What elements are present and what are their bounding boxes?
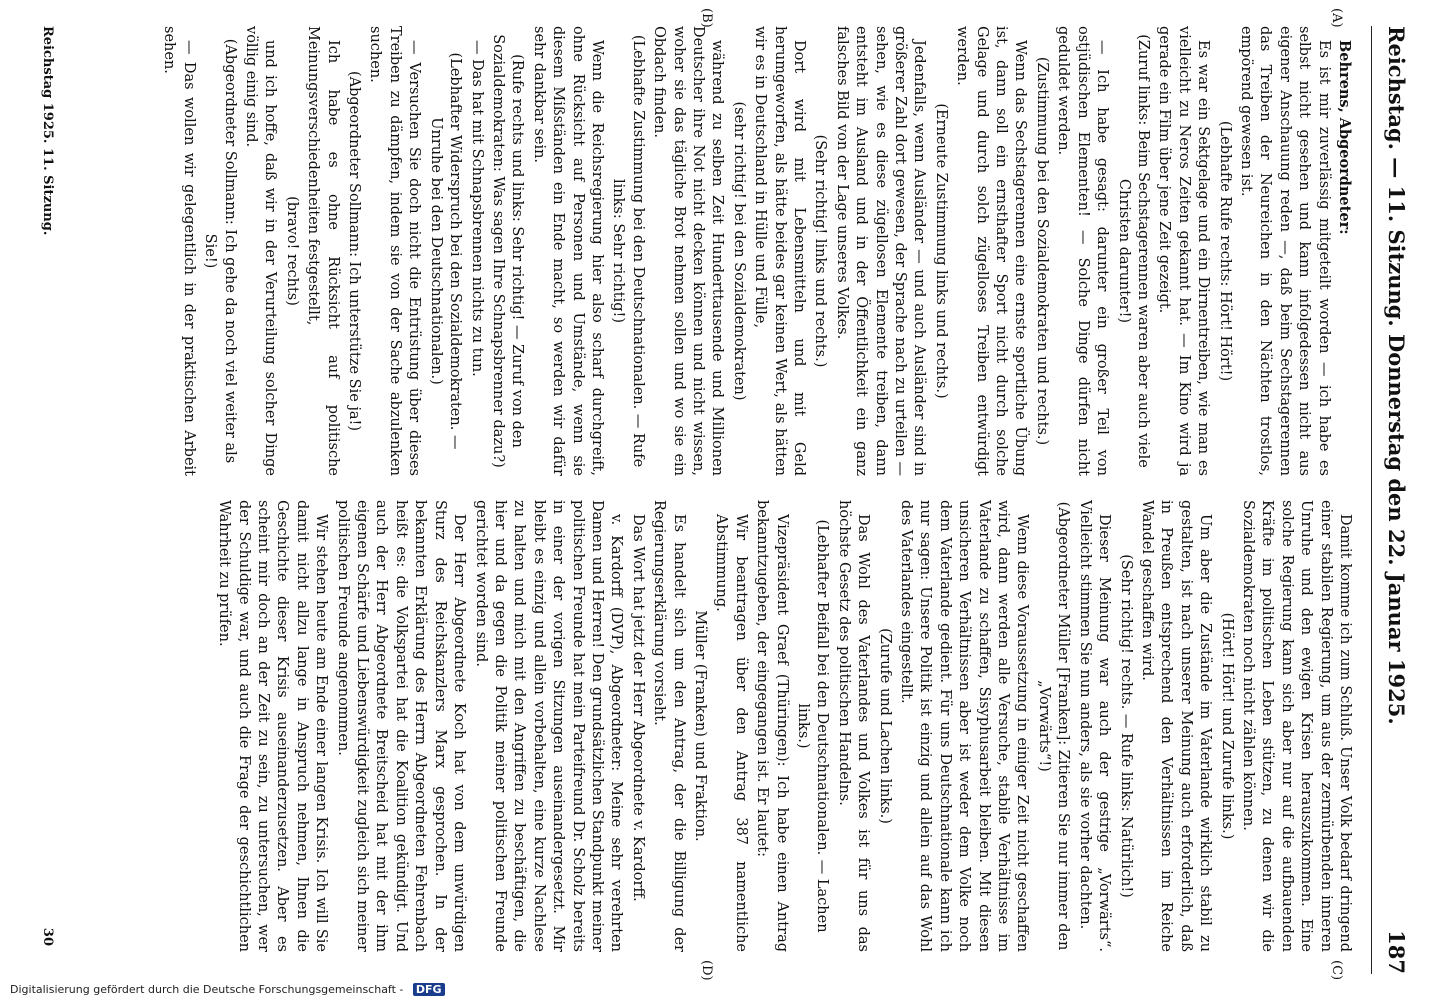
paragraph: Ich habe es ohne Rücksicht auf politische Meinungsverschiedenheiten festgestellt, [305, 26, 341, 476]
paragraph: — Ich habe gesagt: darunter ein großer Teil von ostjüdischen Elementen! — Solche Dinge dürfen nicht geduldet werden. [1055, 26, 1111, 476]
interjection: (Lebhafter Widerspruch bei den Sozialdemokraten. — Unruhe bei den Deutschnationalen.) [427, 52, 464, 450]
page-footer [40, 26, 55, 946]
paragraph: Dort wird mit Lebensmitteln und mit Geld herumgeworfen, als hätte beides gar keinen Wert, als hätten wir es in Deutschland in Hülle und Fülle, [752, 26, 808, 476]
interjection: (Sehr richtig! rechts. — Rufe links: Natürlich!) [1117, 554, 1134, 898]
interjection: (Lebhafte Rufe rechts: Hört! Hört!) [1216, 120, 1233, 382]
paragraph: Um aber die Zustände im Vaterlande wirklich stabil zu gestalten, ist nach unserer Meinung auch erforderlich, daß in Preußen entsprechend den Verhältnissen im Reiche Wandel geschaffen wird. [1138, 500, 1214, 952]
digitization-text: Digitalisierung gefördert durch die Deutsche Forschungsgemeinschaft - [10, 983, 404, 996]
interjection: (Abgeordneter Sollmann: Ich unterstütze Sie ja!) [346, 70, 363, 432]
margin-mark-d: (D) [699, 960, 714, 981]
paragraph: Der Herr Abgeordnete Koch hat von dem unwürdigen Sturz des Reichskanzlers Marx gesprochen. In der bekannten Erklärung des Herrn Abgeordneten Fehrenbach heißt es: die Volkspartei hat die Koalition gekündigt. Und auch der Herr Abgeordnete Breitscheid hat mit der ihm eigenen Schärfe und Liebenswürdigkeit zugleich sich meiner politischen Freunde angenommen. [334, 500, 468, 952]
paragraph: Es ist mir zuverlässig mitgeteilt worden — ich habe es selbst nicht gesehen und kann infolgedessen nicht aus eigener Anschauung reden —, daß beim Sechstagerennen das Treiben der Neureichen in den Nächten trostlos, empörend gewesen ist. [1237, 26, 1332, 476]
interjection: (Abgeordneter Müller [Franken]: Zitieren Sie nur immer den „Vorwärts“!) [1035, 501, 1072, 951]
paragraph: Wenn die Reichsregierung hier also scharf durchgreift, ohne Rücksicht auf Personen und Umstände, wenn sie diesem Mißständen ein Ende macht, so werden wir dafür sehr dankbar sein. [530, 26, 605, 476]
paragraph: Es war ein Sektgelage und ein Dirnentreiben, wie man es vielleicht zu Neros Zeiten gekannt hat. — Im Kino wird ja gerade ein Film über jene Zeit gezeigt. [1156, 26, 1212, 476]
paragraph: Damit komme ich zum Schluß. Unser Volk bedarf dringend einer stabilen Regierung, um aus der zermürbenden inneren Unruhe und den ewigen Krisen herauszukommen. Eine solche Regierung kann sich aber nur auf die aufbauenden Kräfte im politischen Leben stützen, zu denen wir die Sozialdemokraten noch nicht zählen können. [1239, 500, 1353, 952]
right-column [212, 500, 1354, 952]
interjection: (Lebhafter Beifall bei den Deutschnationalen. — Lachen links.) [795, 519, 831, 933]
running-header [1371, 26, 1422, 974]
motion-text: Wir beantragen über den Antrag 387 namentliche Abstimmung. [713, 514, 749, 952]
paragraph: — Versuchen Sie doch nicht die Entrüstung über dieses Treiben zu dämpfen, indem sie von der Sache abzulenken suchen. [367, 26, 423, 476]
speaker-paragraph: Vizepräsident Graef (Thüringen): Ich habe einen Antrag bekanntzugeben, der eingegangen ist. Er lautet: [754, 500, 790, 952]
interjection: (Zuruf links: Beim Sechstagerennen waren aber auch viele Christen darunter!) [1115, 34, 1151, 468]
paragraph: — Das hat mit Schnapsbrennen nichts zu tun. [468, 40, 485, 377]
header-title: Reichstag. — 11. Sitzung. Donnerstag den 22. Januar 1925. [1384, 26, 1410, 725]
interjection: (sehr richtig! bei den Sozialdemokraten) [730, 101, 747, 401]
interjection: (Abgeordneter Sollmann: Ich gehe da noch viel weiter als Sie!) [202, 38, 238, 464]
speaker-line: Behrens, Abgeordneter: [1336, 40, 1353, 235]
motion-signatory: Müller (Franken) und Fraktion. [692, 610, 708, 842]
margin-mark-b: (B) [699, 8, 714, 28]
footer-session: Reichstag 1925. 11. Sitzung. [40, 26, 55, 236]
paragraph: Das Wort hat jetzt der Herr Abgeordnete v. Kardorff. [629, 514, 646, 902]
speaker-paragraph: v. Kardorff (DVP), Abgeordneter: Meine sehr verehrten Damen und Herren! Den grundsätzlichen Standpunkt meiner politischen Freunde hat mein Parteifreund Dr. Scholz bereits in einer der vorigen Sitzungen auseinandergesetzt. Mir bleibt es einzig und allein vorbehalten, eine kurze Nachlese zu halten und mich mit den Angriffen zu beschäftigen, die hier und da gegen die Politik meiner politischen Freunde gerichtet worden sind. [472, 500, 625, 952]
digitization-note [10, 983, 445, 996]
paragraph: Wenn das Sechstagerennen eine ernste sportliche Übung ist, dann soll ein ernsthafter Sport nicht durch solche Gelage und durch solch zügelloses Treiben entwürdigt werden. [954, 26, 1029, 476]
paragraph: Wenn diese Voraussetzung in einiger Zeit nicht geschaffen wird, dann werden alle Versuche, stabile Verhältnisse im Vaterlande zu schaffen, Sisyphusarbeit bleiben. Mit diesen unsicheren Verhältnissen aber ist weder dem Volke noch dem Vaterlande gedient. Für uns Deutschnationale kann ich nur sagen: Unsere Politik ist einzig und allein auf das Wohl des Vaterlandes eingestellt. [898, 500, 1031, 952]
margin-mark-a: (A) [1329, 8, 1344, 28]
paragraph: Wir stehen heute am Ende einer langen Krisis. Ich will Sie damit nicht allzu lange in Anspruch nehmen, Ihnen die Geschichte dieser Krisis auseinanderzusetzen. Aber es scheint mir doch an der Zeit zu sein, zu untersuchen, wer der Schuldige war, und auch die Frage der geschichtlichen Wahrheit zu prüfen. [216, 500, 330, 952]
paragraph: Dieser Meinung war auch der gestrige „Vorwärts“. Vielleicht stimmen Sie nun anders, als sie vorher dachten. [1076, 500, 1113, 952]
paragraph: Jedenfalls, wenn Ausländer — und auch Ausländer sind in größerer Zahl dort gewesen, der Sprache nach zu urteilen — sehen, wie es diese zügellosen Elemente treiben, dann entsteht im Ausland und in der Öffentlichkeit ein ganz falsches Bild von der Lage unseres Volkes. [833, 26, 928, 476]
paragraph: und ich hoffe, daß wir in der Verurteilung solcher Dinge völlig einig sind. [243, 26, 279, 476]
footer-sheet-number: 30 [40, 927, 55, 946]
left-column [157, 26, 1354, 476]
interjection: (Lebhafte Zustimmung bei den Deutschnationalen. — Rufe links: Sehr richtig!) [610, 34, 646, 468]
paragraph: — Das wollen wir gelegentlich in der praktischen Arbeit sehen. [161, 26, 197, 476]
dfg-logo: DFG [413, 983, 445, 996]
paragraph: während zu selben Zeit Hunderttausende und Millionen Deutscher ihre Not nicht decken können und nicht wissen, woher sie das tägliche Brot nehmen sollen und wo sie ein Obdach finden. [651, 26, 726, 476]
page-number: 187 [1384, 930, 1410, 974]
interjection: (Hört! Hört! und Zurufe links.) [1218, 612, 1235, 840]
interjection: (Zustimmung bei den Sozialdemokraten und rechts.) [1033, 56, 1050, 446]
margin-mark-c: (C) [1329, 960, 1344, 981]
interjection: (Erneute Zustimmung links und rechts.) [932, 103, 949, 399]
interjection: (bravo! rechts) [283, 196, 300, 306]
paragraph: Es handelt sich um den Antrag, der die Billigung der Regierungserklärung vorsieht. [651, 500, 687, 952]
interjection: (Zurufe und Lachen links.) [876, 628, 893, 824]
interjection: (Sehr richtig! links und rechts.) [812, 134, 829, 368]
paragraph: Das Wohl des Vaterlandes und Volkes ist für uns das höchste Gesetz des politischen Handelns. [835, 500, 872, 952]
interjection: (Rufe rechts und links: Sehr richtig! — Zuruf von den Sozialdemokraten: Was sagen Ihre Schnapsbrenner dazu?) [489, 34, 526, 468]
